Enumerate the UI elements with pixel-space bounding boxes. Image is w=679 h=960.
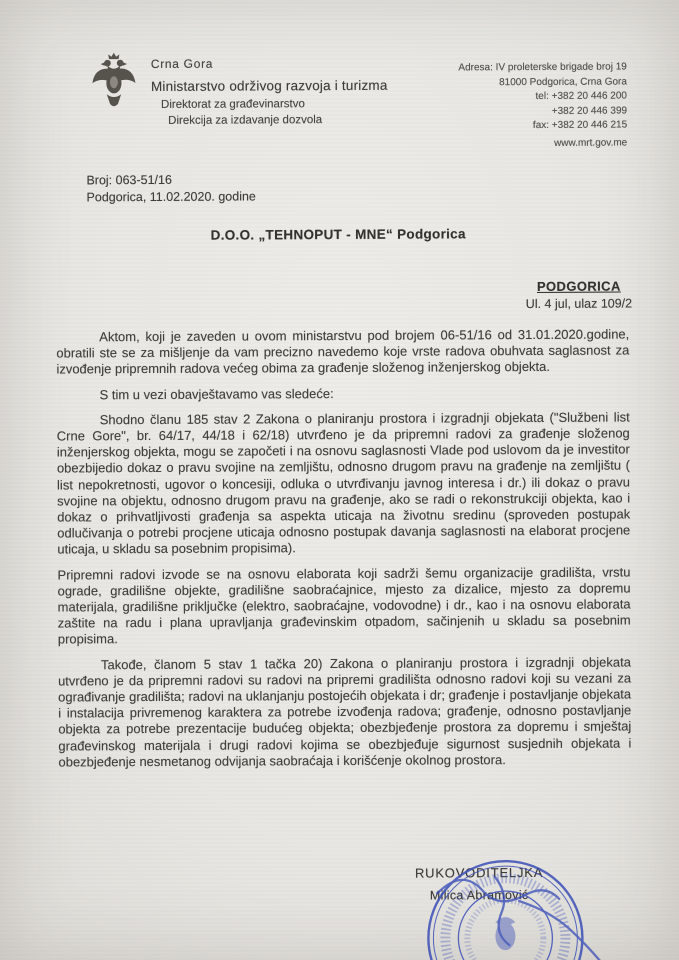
contact-block — [458, 60, 627, 151]
organization-block — [151, 56, 388, 127]
paragraph-intro: Aktom, koji je zaveden u ovom ministarstvu pod brojem 06-51/16 od 31.01.2020.godine, obratili ste se za mišljenje da vam precizno navedemo koje vrste radova obuhvata saglasnost za izvođenje pripremnih radova većeg obima za građenje složenog inženjerskog objekta. — [56, 326, 630, 377]
reference-block — [86, 171, 256, 205]
department-name: Direkcija za izdavanje dozvola — [168, 114, 323, 127]
fax-line: fax: +382 20 446 215 — [532, 119, 628, 131]
letter-body — [56, 326, 631, 779]
signer-title: RUKOVODITELJKA — [414, 864, 544, 881]
phone-line-2: +382 20 446 399 — [551, 104, 628, 117]
reference-date: Podgorica, 11.02.2020. godine — [86, 188, 256, 204]
paragraph-law-5: Takođe, članom 5 stav 1 tačka 20) Zakona o planiranju prostora i izgradnji objekata utvrđeno je da pripremni radovi su radovi na pripremi gradilišta odnosno radovi koji su vezani za ograđivanje gradilišta; radovi na uklanjanju postojećih objekata i dr; građenje i postavljanje objekata i instalacija privremenog karaktera za potrebe izvođenja radova; građenje, odnosno postavljanje objekta za potrebe prezentacije budućeg objekta; obezbjeđenje prostora za dopremu i smještaj građevinskog materijala i drugi radovi kojima se obezbjeđuje sigurnost susjednih objekata i obezbjeđenje nesmetanog odvijanja saobraćaja i korišćenje okolnog prostora. — [58, 654, 632, 770]
ministry-name: Ministarstvo održivog razvoja i turizma — [150, 77, 388, 94]
website-text: www.mrt.gov.me — [554, 136, 628, 149]
directorate-name: Direktorat za građevinarstvo — [161, 98, 305, 111]
paragraph-elaborat: Pripremni radovi izvode se na osnovu elaborata koji sadrži šemu organizacije gradilišta, vrstu ograde, gradilišne objekte, gradilišne saobraćajnice, mjesto za dizalice, mjesto za dopremu materijala, gradilišne priključke (elektro, saobraćajne, vodovodne) i dr., kao i na osnovu elaborata zaštite na radu i plana upravljanja građevinskim otpadom, sačinjenih u skladu sa posebnim propisima. — [57, 564, 631, 647]
signer-name: Milica Abramović — [429, 888, 529, 903]
recipient-street: Ul. 4 jul, ulaz 109/2 — [525, 296, 633, 312]
phone-line-1: tel: +382 20 446 200 — [535, 90, 628, 102]
address-line: Adresa: IV proleterske brigade broj 19 — [458, 61, 627, 74]
coat-of-arms-icon — [90, 51, 138, 111]
country-name: Crna Gora — [150, 56, 214, 71]
paragraph-law-185: Shodno članu 185 stav 2 Zakona o planiranju prostora i izgradnji objekata ("Službeni list Crne Gore", br. 64/17, 44/18 i 62/18) utvrđeno je da pripremni radovi za građenje složenog inženjerskog objekta, mogu se započeti i na osnovu saglasnosti Vlade pod uslovom da je investitor obezbijedio dokaz o pravu svojine na zemljištu, odnosno drugom pravu na građenje na zemljištu ( list nepokretnosti, ugovor o koncesiji, odluka o utvrđivanju javnog interesa i dr.) ili dokaz o pravu svojine na objektu, odnosno drugom pravu na građenje, ako se radi o rekonstrukciji objekta, kao i dokaz o prihvatljivosti građenja sa aspekta uticaja na životnu sredinu (sproveden postupak odlučivanja o potrebi procjene uticaja odnosno postupak davanja saglasnosti na elaborat procjene uticaja, u skladu sa posebnim propisima). — [56, 409, 631, 557]
paragraph-notice: S tim u vezi obavještavamo vas sledeće: — [99, 385, 334, 402]
recipient-company: D.O.O. „TEHNOPUT - MNE“ Podgorica — [210, 226, 466, 243]
official-stamp — [407, 841, 623, 960]
recipient-city: PODGORICA — [536, 278, 621, 294]
reference-number: Broj: 063-51/16 — [86, 172, 172, 188]
recipient-address-block — [526, 278, 632, 311]
address-city: 81000 Podgorica, Crna Gora — [499, 75, 627, 88]
